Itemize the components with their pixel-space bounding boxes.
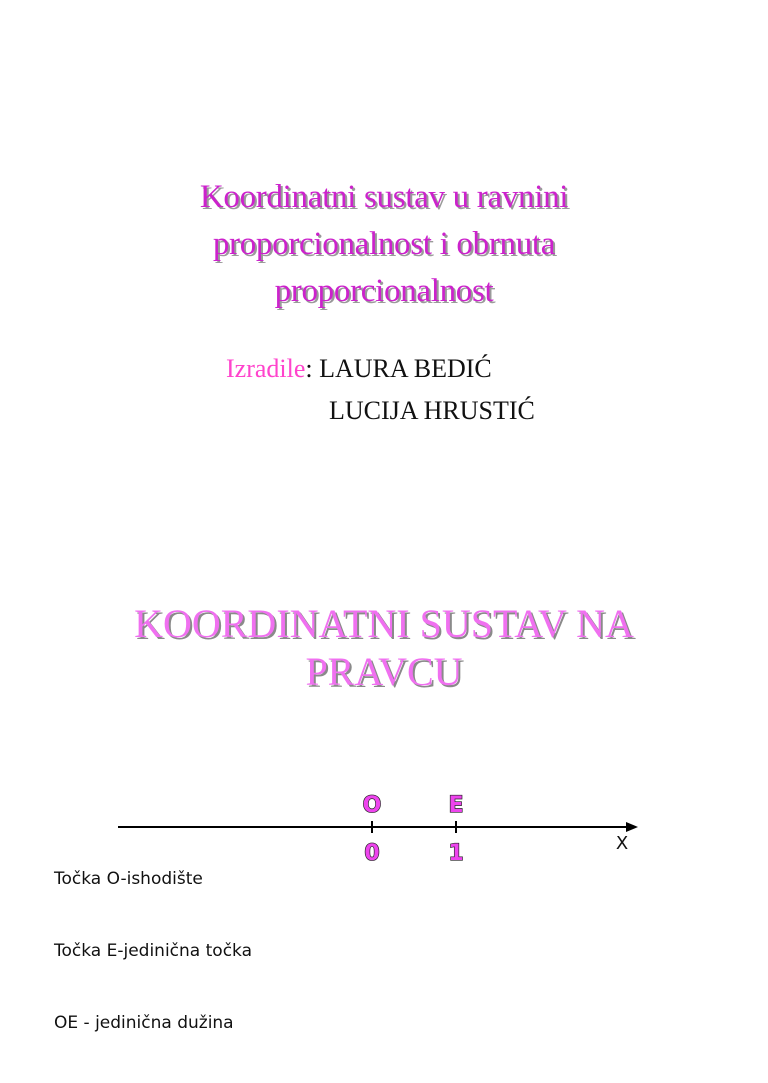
axis-arrow-icon (626, 822, 638, 832)
definition-item: Točka O-ishodište (54, 869, 203, 889)
definition-item: OE - jedinična dužina (54, 1013, 234, 1033)
authors-block (226, 348, 535, 432)
author-name: LAURA BEDIĆ (319, 354, 492, 383)
presentation-title (90, 174, 678, 315)
section-title-line: KOORDINATNI SUSTAV NA (134, 601, 634, 646)
origin-point-label: O (362, 793, 382, 818)
number-line-diagram (0, 780, 768, 870)
definition-item: Točka E-jedinična točka (54, 941, 252, 961)
definitions-list (54, 867, 252, 1083)
title-line: proporcionalnost (274, 273, 494, 309)
author-name: LUCIJA HRUSTIĆ (329, 396, 535, 425)
authors-label: Izradile (226, 354, 306, 383)
title-line: Koordinatni sustav u ravnini (199, 179, 569, 215)
section-title (64, 600, 704, 696)
title-line: proporcionalnost i obrnuta (212, 226, 556, 262)
axis-name-label: X (615, 833, 629, 854)
authors-separator: : (305, 354, 313, 383)
unit-point-label: E (448, 793, 464, 818)
origin-value-label: 0 (364, 841, 380, 866)
unit-value-label: 1 (448, 841, 464, 866)
section-title-line: PRAVCU (305, 649, 463, 694)
